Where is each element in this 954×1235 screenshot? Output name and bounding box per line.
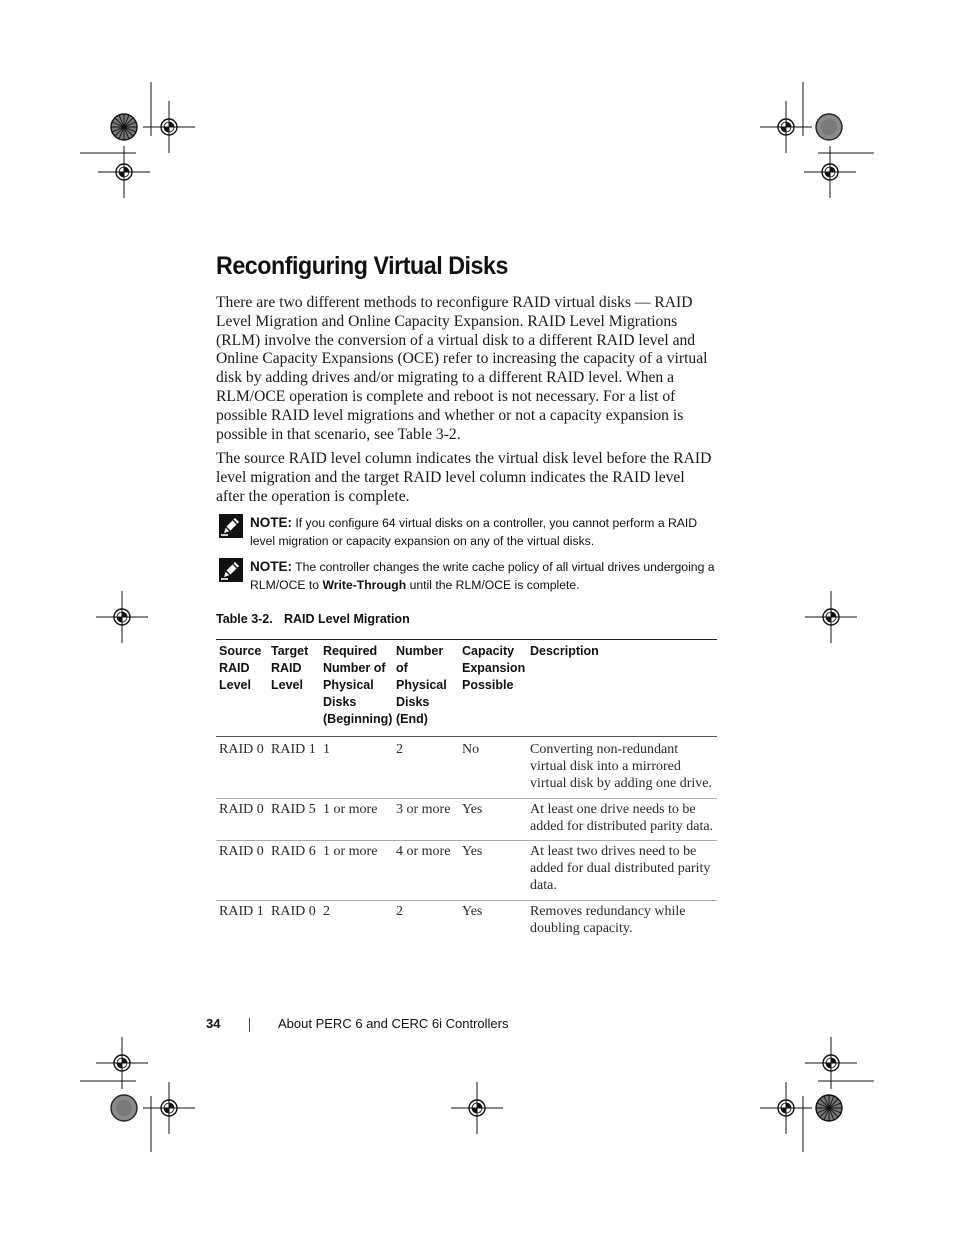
page-number: 34 xyxy=(206,1016,221,1031)
cell-required: 1 or more xyxy=(323,801,378,817)
note-text: If you configure 64 virtual disks on a controller, you cannot perform a RAID level migration or capacity expansion on any of the virtual disks. xyxy=(250,516,698,548)
page-heading: Reconfiguring Virtual Disks xyxy=(216,252,508,280)
header-disks-end: Number of Physical Disks (End) xyxy=(396,644,447,726)
cell-required: 1 xyxy=(323,742,330,757)
table-header-row xyxy=(216,640,717,737)
cell-required: 1 or more xyxy=(323,844,378,860)
cell-end: 3 or more xyxy=(396,801,451,817)
header-capacity-expansion: Capacity Expansion Possible xyxy=(462,644,526,692)
cell-source: RAID 0 xyxy=(219,844,264,860)
table-caption xyxy=(216,612,410,626)
header-target-raid-level: Target RAID Level xyxy=(271,644,309,692)
cell-description: At least two drives need to be added for dual distributed parity data. xyxy=(530,844,711,894)
cell-target: RAID 6 xyxy=(271,844,316,860)
pencil-note-icon xyxy=(219,514,243,538)
cell-source: RAID 0 xyxy=(219,801,264,817)
note-emphasis: Write-Through xyxy=(322,577,407,592)
table-row xyxy=(216,841,717,901)
registration-mark-icon xyxy=(760,1082,812,1134)
registration-mark-icon xyxy=(98,146,150,198)
registration-mark-icon xyxy=(804,146,856,198)
cell-description: Removes redundancy while doubling capacity. xyxy=(530,903,686,936)
cell-description: Converting non-redundant virtual disk into a mirrored virtual disk by adding one drive. xyxy=(530,742,712,792)
note-64-virtual-disks xyxy=(216,514,716,550)
footer-chapter-title: About PERC 6 and CERC 6i Controllers xyxy=(278,1016,509,1031)
header-required-disks-beginning: Required Number of Physical Disks (Beginning) xyxy=(323,644,393,726)
source-target-paragraph: The source RAID level column indicates the virtual disk level before the RAID level migration and the target RAID level column indicates the RAID level after the operation is complete. xyxy=(216,450,712,505)
cell-expansion: Yes xyxy=(462,801,483,817)
header-source-raid-level: Source RAID Level xyxy=(219,644,262,692)
cell-target: RAID 5 xyxy=(271,801,316,817)
star-target-icon xyxy=(111,114,137,140)
table-row xyxy=(216,737,717,799)
registration-mark-icon xyxy=(805,591,857,643)
note-write-cache-policy xyxy=(216,558,716,594)
cell-description: At least one drive needs to be added for distributed parity data. xyxy=(530,801,714,834)
gray-target-icon xyxy=(111,1095,137,1121)
intro-paragraph: There are two different methods to reconfigure RAID virtual disks — RAID Level Migration and Online Capacity Expansion. RAID Level Migrations (RLM) involve the conversion of a virtual disk to a different RAID level and Online Capacity Expansions (OCE) refer to increasing the capacity of a virtual disk by adding drives and/or migrating to a different RAID level. When a RLM/OCE operation is complete and reboot is not necessary. For a list of possible RAID level migrations and whether or not a capacity expansion is possible in that scenario, see Table 3-2. xyxy=(216,294,708,443)
cell-end: 4 or more xyxy=(396,844,451,860)
table-row xyxy=(216,798,717,840)
note-label: NOTE: xyxy=(250,559,292,574)
cell-expansion: Yes xyxy=(462,844,483,860)
cell-target: RAID 0 xyxy=(271,903,316,919)
pencil-note-icon xyxy=(219,558,243,582)
note-text-before: The controller changes the write cache policy of all virtual drives undergoing a RLM/OCE to xyxy=(250,560,715,592)
note-label: NOTE: xyxy=(250,515,292,530)
cell-target: RAID 1 xyxy=(271,742,316,757)
raid-migration-table xyxy=(216,639,717,942)
registration-mark-icon xyxy=(760,101,812,153)
gray-target-icon xyxy=(816,114,842,140)
registration-mark-icon xyxy=(451,1082,503,1134)
table-caption-number: Table 3-2. xyxy=(216,612,273,626)
registration-mark-icon xyxy=(96,591,148,643)
header-description: Description xyxy=(530,644,599,658)
cell-source: RAID 0 xyxy=(219,742,264,757)
note-text-after: until the RLM/OCE is complete. xyxy=(406,577,580,592)
cell-source: RAID 1 xyxy=(219,903,264,919)
star-target-icon xyxy=(816,1095,842,1121)
table-caption-title: RAID Level Migration xyxy=(284,612,410,626)
cell-end: 2 xyxy=(396,903,403,919)
cell-expansion: Yes xyxy=(462,903,483,919)
cell-end: 2 xyxy=(396,742,403,757)
footer-divider xyxy=(249,1018,250,1032)
table-row xyxy=(216,900,717,942)
cell-expansion: No xyxy=(462,742,480,757)
cell-required: 2 xyxy=(323,903,330,919)
